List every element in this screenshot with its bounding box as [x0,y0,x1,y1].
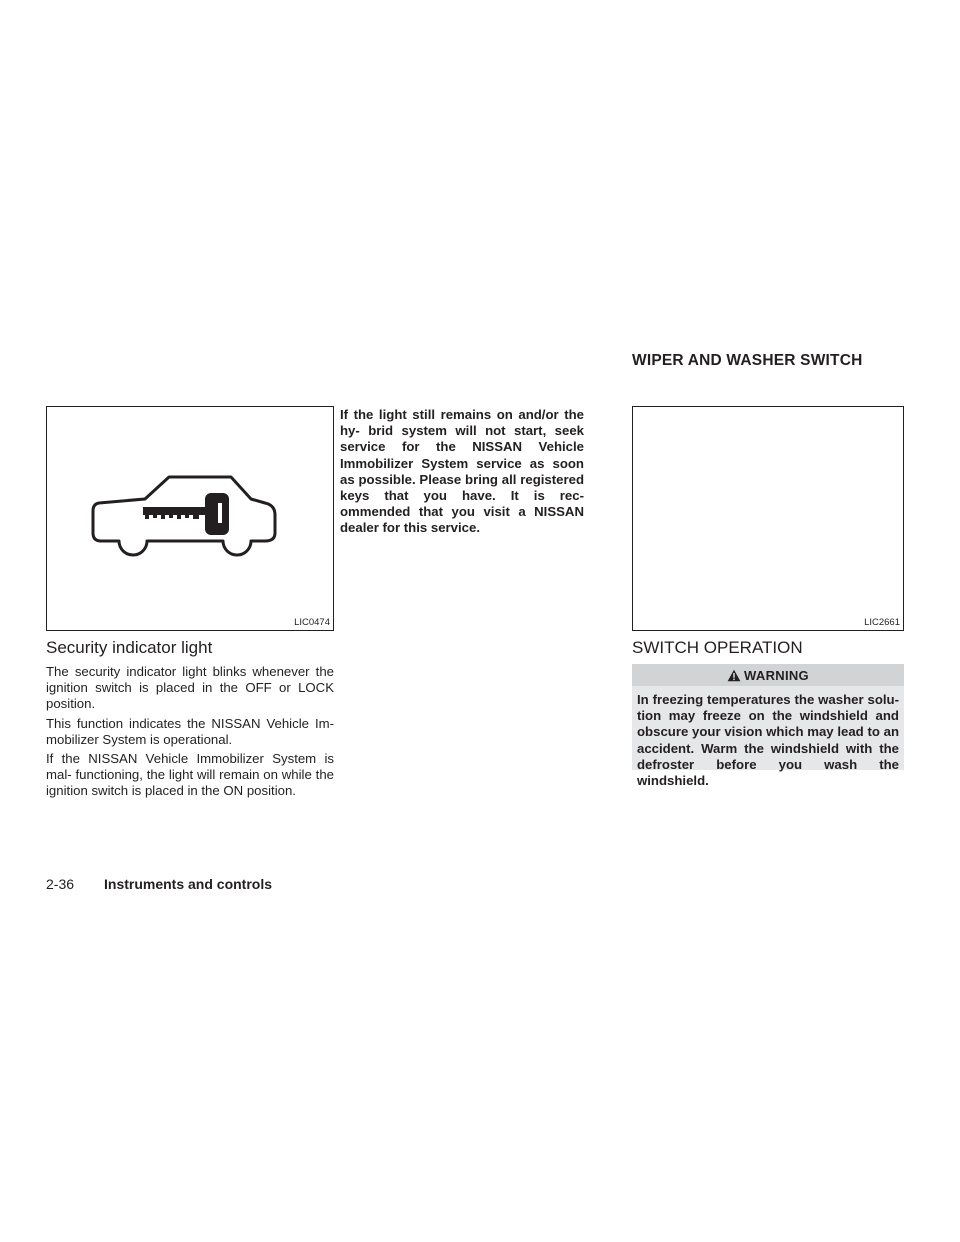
warning-text: In freezing temperatures the washer solu- tion may freeze on the windshield and obscure your vision which may lead to an accident. Warm the windshield with the defroster before you wash the windshield. [637,692,899,789]
warning-box [632,664,904,789]
page-number: 2-36 [46,876,75,892]
wiper-switch-figure [632,406,904,631]
figure-code: LIC0474 [294,617,330,628]
section-heading: WIPER AND WASHER SWITCH [632,352,863,369]
security-indicator-subheading: Security indicator light [46,638,213,657]
body-paragraph: This function indicates the NISSAN Vehicle Im- mobilizer System is operational. [46,716,334,747]
service-notice-paragraph: If the light still remains on and/or the hy- brid system will not start, seek service for the NISSAN Vehicle Immobilizer System service as soon as possible. Please bring all registered keys that you have. It is rec- ommended that you visit a NISSAN dealer for this service. [340,407,584,536]
body-paragraph: If the NISSAN Vehicle Immobilizer System is mal- functioning, the light will remain on while the ignition switch is placed in the ON position. [46,751,334,798]
security-indicator-figure [46,406,334,631]
car-key-security-icon [89,463,279,583]
switch-operation-subheading: SWITCH OPERATION [632,638,803,657]
figure-code: LIC2661 [864,617,900,628]
chapter-title: Instruments and controls [104,876,273,892]
warning-label: WARNING [744,667,809,683]
warning-header [632,664,904,686]
body-paragraph: The security indicator light blinks whenever the ignition switch is placed in the OFF or LOCK position. [46,664,334,711]
warning-triangle-icon [727,669,741,682]
